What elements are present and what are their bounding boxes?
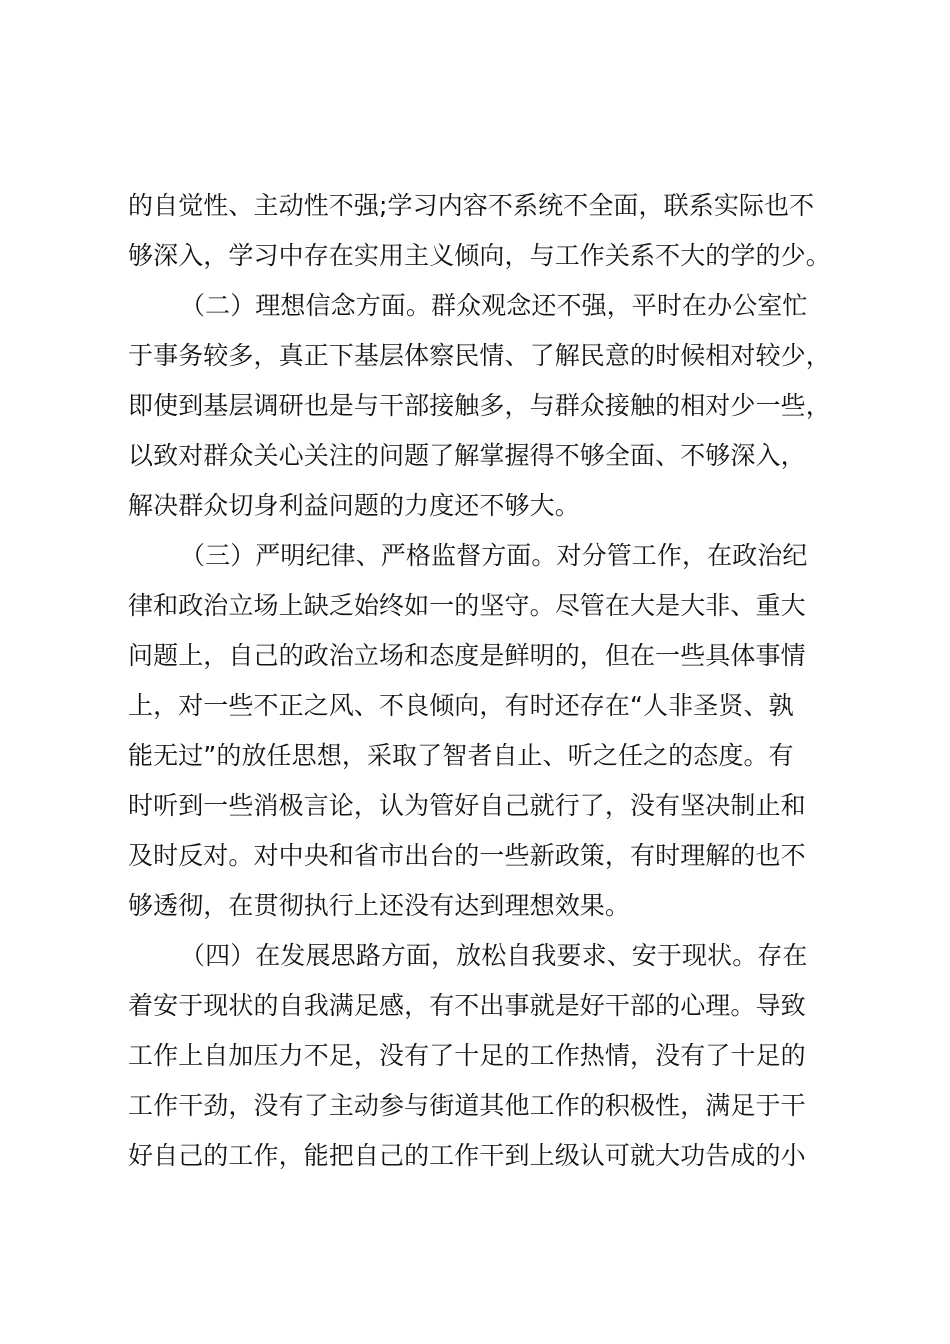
text-line: 解决群众切身利益问题的力度还不够大。 — [128, 491, 580, 520]
text-line: 着安于现状的自我满足感，有不出事就是好干部的心理。导致 — [128, 991, 806, 1020]
text-line: 以致对群众关心关注的问题了解掌握得不够全面、不够深入， — [128, 441, 806, 470]
section-heading-line: （四）在发展思路方面，放松自我要求、安于现状。存在 — [180, 941, 808, 970]
text-line: 的自觉性、主动性不强;学习内容不系统不全面，联系实际也不 — [128, 191, 815, 220]
text-line: 上，对一些不正之风、不良倾向，有时还存在“人非圣贤、孰 — [128, 691, 794, 720]
text-line: 时听到一些消极言论，认为管好自己就行了，没有坚决制止和 — [128, 791, 806, 820]
text-line: 够深入，学习中存在实用主义倾向，与工作关系不大的学的少。 — [128, 241, 831, 270]
text-line: 好自己的工作，能把自己的工作干到上级认可就大功告成的小 — [128, 1141, 806, 1170]
section-heading-line: （三）严明纪律、严格监督方面。对分管工作，在政治纪 — [180, 541, 808, 570]
text-line: 及时反对。对中央和省市出台的一些新政策，有时理解的也不 — [128, 841, 806, 870]
section-heading-line: （二）理想信念方面。群众观念还不强，平时在办公室忙 — [180, 291, 808, 320]
text-line: 工作上自加压力不足，没有了十足的工作热情，没有了十足的 — [128, 1041, 806, 1070]
text-line: 能无过”的放任思想，采取了智者自止、听之任之的态度。有 — [128, 741, 794, 770]
text-line: 于事务较多，真正下基层体察民情、了解民意的时候相对较少， — [128, 341, 831, 370]
text-line: 律和政治立场上缺乏始终如一的坚守。尽管在大是大非、重大 — [128, 591, 806, 620]
text-line: 问题上，自己的政治立场和态度是鲜明的，但在一些具体事情 — [128, 641, 806, 670]
text-line: 即使到基层调研也是与干部接触多，与群众接触的相对少一些， — [128, 391, 831, 420]
text-line: 工作干劲，没有了主动参与街道其他工作的积极性，满足于干 — [128, 1091, 806, 1120]
text-line: 够透彻，在贯彻执行上还没有达到理想效果。 — [128, 891, 631, 920]
